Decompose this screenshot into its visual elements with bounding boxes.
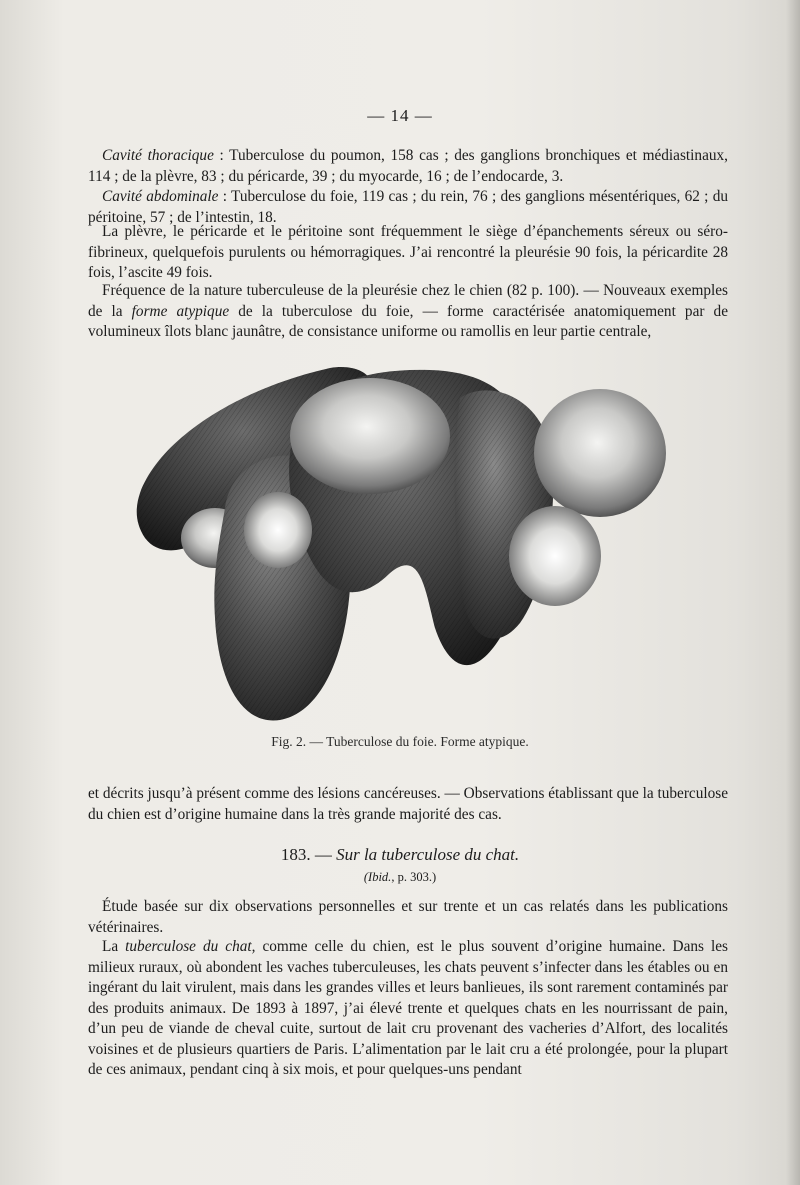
text-cat-end: comme celle du chien, est le plus souvent d’origine humaine. Dans les milieux ruraux, où abondent les vaches tuberculeuses, les chats peuvent s’infecter dans les étables ou en ingérant du lait virulent, mais dans les grandes villes et leurs banlieues, ils sont rarement contaminés par des produits animaux. De 1893 à 1897, j’ai élevé trente et quelques chats en les nourrissant de pain, d’un peu de viande de cheval cuite, surtout de lait cru provenant des vacheries d’Alfort, des localités voisines et de plusieurs quartiers de Paris. L’alimentation par le lait cru a été prolongée, pour la plupart de ces animaux, pendant cinq à six mois, et pour quelques-uns pendant [88, 938, 728, 1078]
page-number: — 14 — [367, 106, 433, 125]
paragraph-thoracic [88, 146, 728, 187]
nodule-front-small [244, 492, 312, 568]
paragraph-frequency [88, 281, 728, 343]
paragraph-described: et décrits jusqu’à présent comme des lésions cancéreuses. — Observations établissant que la tuberculose du chien est d’origine humaine dans la très grande majorité des cas. [88, 785, 728, 823]
nodule-right-lower [509, 506, 601, 606]
section-title-text: Sur la tuberculose du chat. [336, 845, 520, 864]
page-edge-shadow [786, 0, 800, 1185]
section-ref-ibid: (Ibid. [363, 870, 392, 884]
text-abdominal: : Tuberculose du foie, 119 cas ; du rein, 76 ; des ganglions mésentériques, 62 ; du péritoine, 57 ; de l’intestin, 18. [88, 188, 728, 226]
liver-illustration [130, 358, 675, 728]
text-frequency-italic: forme atypique [131, 302, 230, 320]
label-thoracic: Cavité thoracique [102, 147, 214, 164]
text-thoracic: : Tuberculose du poumon, 158 cas ; des ganglions bronchiques et médiastinaux, 114 ; de la plèvre, 83 ; du péricarde, 39 ; du myocarde, 16 ; de l’endocarde, 3. [88, 147, 728, 185]
section-number: 183. — [280, 845, 337, 864]
text-cat-italic: tuberculose du chat, [125, 938, 256, 955]
paragraph-cat-tuberculosis [88, 937, 728, 1081]
liver-engraving [130, 358, 675, 728]
section-ref-page: , p. 303.) [391, 870, 437, 884]
figure-caption: Fig. 2. — Tuberculose du foie. Forme atypique. [271, 734, 529, 749]
nodule-right-upper [534, 389, 666, 517]
label-abdominal: Cavité abdominale [102, 188, 219, 205]
section-title [0, 845, 800, 865]
paragraph-study: Étude basée sur dix observations personnelles et sur trente et un cas relatés dans les publications vétérinaires. [88, 898, 728, 936]
text-frequency-end: de la tuberculose du foie, — forme caractérisée anatomiquement par de volumineux îlots blanc jaunâtre, de consistance uniforme ou ramollis en leur partie centrale, [88, 302, 728, 340]
text-frequency-start: Fréquence de la nature tuberculeuse de la pleurésie chez le chien (82 p. 100). — Nouveaux exemples de la [88, 282, 728, 320]
nodule-top-central [290, 378, 450, 494]
section-reference [0, 870, 800, 885]
paragraph-serous: La plèvre, le péricarde et le péritoine sont fréquemment le siège d’épanchements séreux ou séro-fibrineux, quelquefois purulents ou hémorragiques. J’ai rencontré la pleurésie 90 fois, la péricardite 28 fois, l’ascite 49 fois. [88, 223, 728, 281]
text-cat-start: La [102, 938, 126, 955]
